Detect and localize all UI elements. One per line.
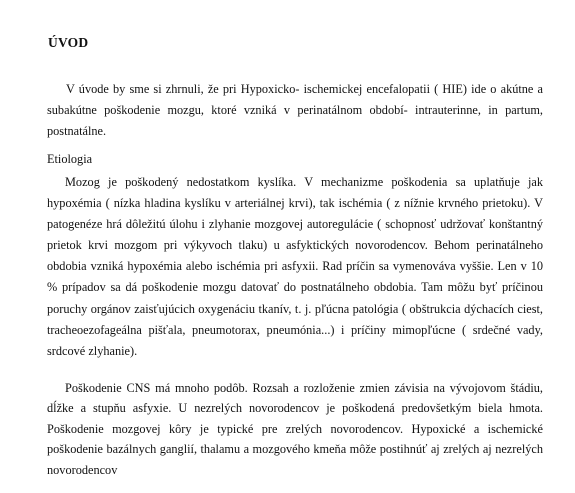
- intro-paragraph: V úvode by sme si zhrnuli, že pri Hypoxicko- ischemickej encefalopatii ( HIE) ide o akútne a subakútne poškodenie mozgu, ktoré vzniká v perinatálnom období- intrauterinne, in partum, postnatálne.: [47, 82, 543, 138]
- cns-paragraph: Poškodenie CNS má mnoho podôb. Rozsah a rozloženie zmien závisia na vývojovom štádiu, dĺžke a stupňu asfyxie. U nezrelých novorodencov je poškodená predovšetkým biela hmota. Poškodenie mozgovej kôry je typické pre zrelých novorodencov. Hypoxické a ischemické poškodenie bazálnych ganglií, thalamu a mozgového kmeňa môže postihnúť aj zrelých aj nezrelých novorodencov: [47, 381, 543, 477]
- document-heading: ÚVOD: [48, 35, 89, 50]
- etiology-paragraph: Mozog je poškodený nedostatkom kyslíka. V mechanizme poškodenia sa uplatňuje jak hypoxémia ( nízka hladina kyslíku v arteriálnej krvi), tak ischémia ( z nížnie krvného prietoku). V patogenéze hrá dôležitú úlohu i zlyhanie mozgovej autoregulácie ( schopnosť udržovať konštantný prietok krvi mozgom pri výkyvoch tlaku) u asfyktických novorodencov. Behom perinatálneho obdobia vzniká hypoxémia alebo ischémia pri asfyxii. Rad príčin sa vymenováva vyššie. Len v 10 % prípadov sa dá poškodenie mozgu datovať do postnatálneho obdobia. Tam môžu byť príčinou poruchy orgánov zaisťujúcich oxygenáciu tkanív, t. j. pľúcna patológia ( obštrukcia dýchacích ciest, tracheoezofageálna pišťala, pneumotorax, pneumónia...) i príčiny mimopľúcne ( srdečné vady, srdcové zlyhanie).: [47, 175, 543, 358]
- section-title-etiology: Etiologia: [47, 152, 93, 166]
